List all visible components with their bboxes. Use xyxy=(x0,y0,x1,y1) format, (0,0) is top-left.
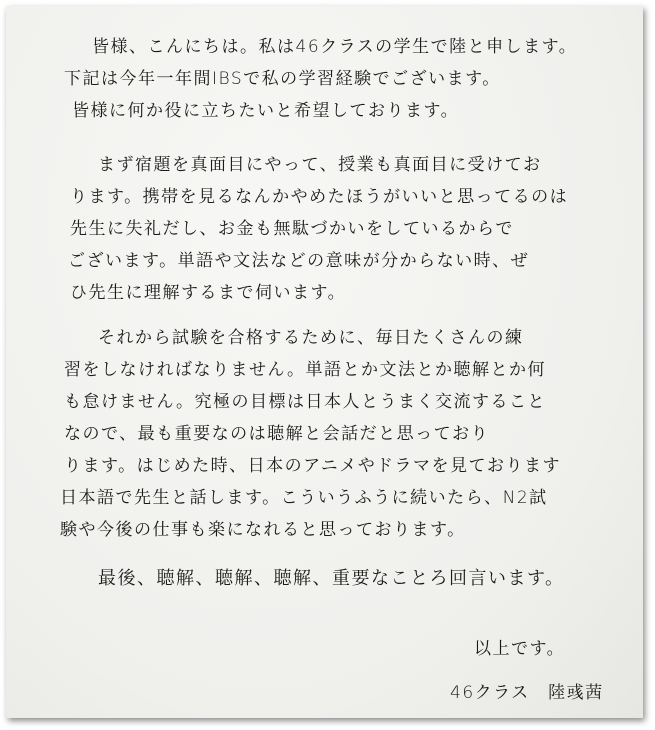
letter-line: まず宿題を真面目にやって、授業も真面目に受けてお xyxy=(98,155,542,175)
letter-line: 下記は今年一年間IBSで私の学習経験でございます。 xyxy=(64,69,501,89)
letter-line: 皆様に何か役に立ちたいと希望しております。 xyxy=(72,101,460,121)
letter-line: も怠けません。究極の目標は日本人とうまく交流すること xyxy=(64,392,547,412)
letter-line: なので、最も重要なのは聴解と会話だと思っており xyxy=(64,424,490,444)
letter-line: 先生に失礼だし、お金も無駄づかいをしているからで xyxy=(70,219,514,239)
letter-line: 日本語で先生と話します。こういうふうに続いたら、N2試 xyxy=(60,488,548,508)
letter-line: 皆様、こんにちは。私は46クラスの学生で陸と申します。 xyxy=(92,37,578,57)
signature: 46クラス 陸彧茜 xyxy=(450,683,604,703)
closing-text: 以上です。 xyxy=(474,639,566,659)
letter-line: ございます。単語や文法などの意味が分からない時、ぜ xyxy=(68,251,530,271)
scanned-letter-frame xyxy=(6,6,643,718)
letter-line: それから試験を合格するために、毎日たくさんの練 xyxy=(98,328,524,348)
letter-line: 験や今後の仕事も楽になれると思っております。 xyxy=(60,520,466,540)
letter-line: ひ先生に理解するまで伺います。 xyxy=(70,283,347,303)
letter-line: 習をしなければなりません。単語とか文法とか聴解とか何 xyxy=(64,360,547,380)
letter-line: ります。はじめた時、日本のアニメやドラマを見ております xyxy=(64,456,561,476)
handwritten-letter xyxy=(6,6,643,718)
letter-line: 最後、聴解、聴解、聴解、重要なことろ回言います。 xyxy=(98,568,565,589)
letter-line: ります。携帯を見るなんかやめたほうがいいと思ってるのは xyxy=(70,187,569,207)
